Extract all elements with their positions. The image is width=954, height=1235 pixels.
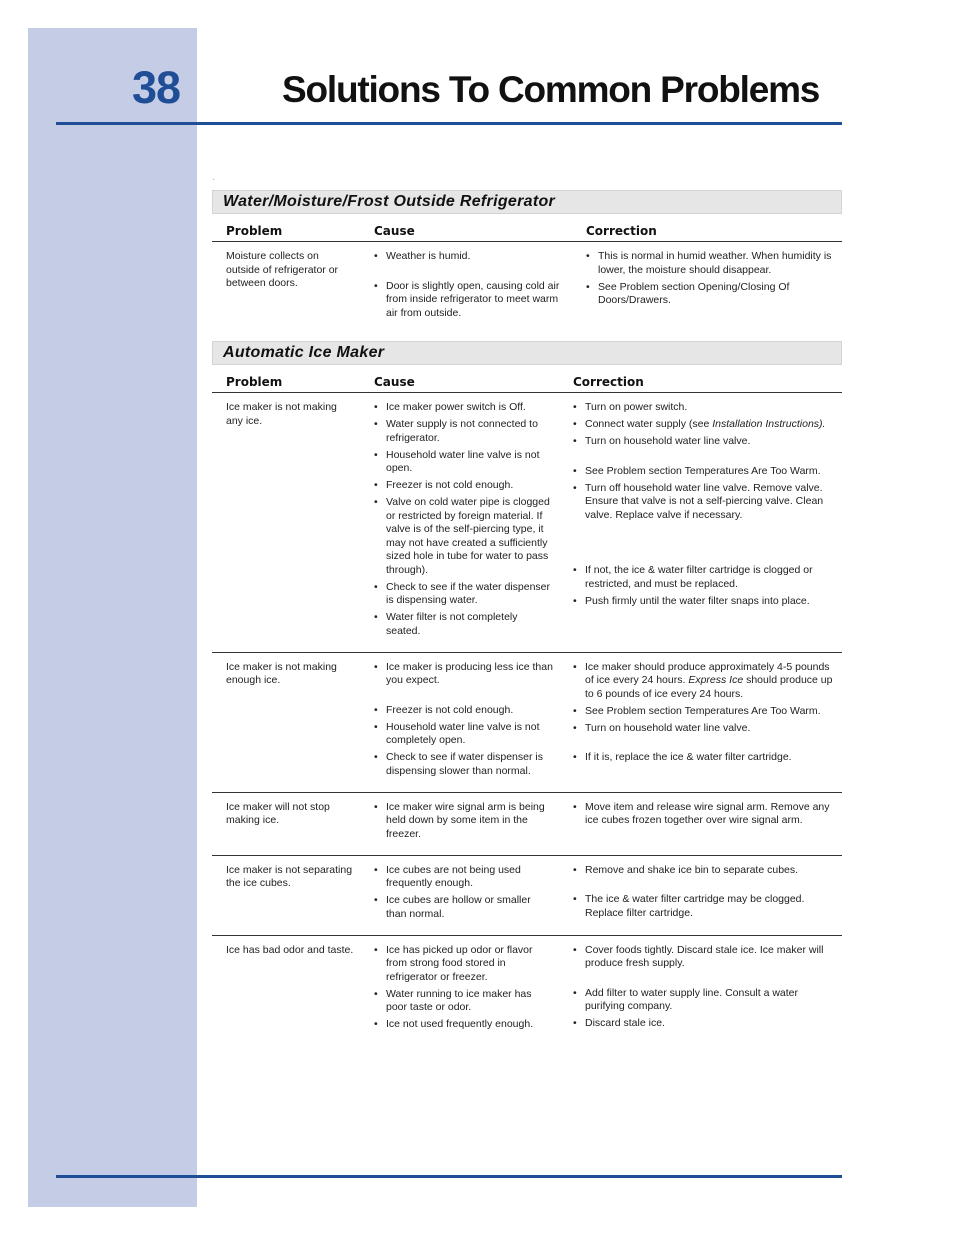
page-sidebar-band: [28, 28, 197, 1207]
section-title: Automatic Ice Maker: [212, 341, 842, 365]
section-title: Water/Moisture/Frost Outside Refrigerator: [212, 190, 842, 214]
footer-rule: [56, 1175, 842, 1178]
column-header-correction: Correction: [566, 214, 842, 242]
correction-item: • See Problem section Temperatures Are Too Warm.: [573, 705, 836, 719]
column-header-correction: Correction: [559, 365, 842, 393]
cause-cell: [360, 393, 559, 653]
cause-item: • Ice cubes are not being used frequently enough.: [374, 864, 553, 891]
troubleshooting-table: [212, 365, 842, 1045]
page-number: 38: [132, 62, 181, 113]
column-header-cause: Cause: [360, 214, 566, 242]
table-row: [212, 652, 842, 792]
correction-cell: [559, 393, 842, 653]
table-row: [212, 242, 842, 334]
correction-item: • This is normal in humid weather. When humidity is lower, the moisture should disappear.: [586, 250, 836, 277]
correction-item: • Ice maker should produce approximately 4-5 pounds of ice every 24 hours. Express Ice should produce up to 6 pounds of ice every 24 hours.: [573, 661, 836, 702]
table-row: [212, 792, 842, 855]
cause-item: • Ice maker is producing less ice than you expect.: [374, 661, 553, 688]
correction-item: • Cover foods tightly. Discard stale ice. Ice maker will produce fresh supply.: [573, 944, 836, 971]
cause-item: • Water running to ice maker has poor taste or odor.: [374, 988, 553, 1015]
cause-item: • Weather is humid.: [374, 250, 560, 264]
problem-cell: Ice maker is not making any ice.: [212, 393, 360, 653]
cause-item: • Check to see if the water dispenser is dispensing water.: [374, 581, 553, 608]
cause-item: • Freezer is not cold enough.: [374, 479, 553, 493]
correction-cell: [559, 935, 842, 1045]
correction-item: • See Problem section Opening/Closing Of Doors/Drawers.: [586, 281, 836, 308]
correction-item: • Turn on household water line valve.: [573, 722, 836, 736]
cause-cell: [360, 935, 559, 1045]
stray-dot: .: [213, 176, 215, 182]
cause-cell: [360, 242, 566, 334]
correction-item: • Turn off household water line valve. Remove valve. Ensure that valve is not a self-piercing valve. Clean valve. Replace valve if necessary.: [573, 482, 836, 523]
cause-item: • Ice cubes are hollow or smaller than normal.: [374, 894, 553, 921]
problem-cell: Ice maker is not making enough ice.: [212, 652, 360, 792]
correction-item: • If not, the ice & water filter cartridge is clogged or restricted, and must be replaced.: [573, 564, 836, 591]
problem-cell: Ice maker is not separating the ice cubes.: [212, 855, 360, 935]
column-header-problem: Problem: [212, 214, 360, 242]
cause-item: • Household water line valve is not open.: [374, 449, 553, 476]
cause-item: • Check to see if water dispenser is dispensing slower than normal.: [374, 751, 553, 778]
correction-item: • Add filter to water supply line. Consult a water purifying company.: [573, 987, 836, 1014]
problem-cell: Moisture collects on outside of refrigerator or between doors.: [226, 250, 339, 289]
correction-item: • Discard stale ice.: [573, 1017, 836, 1031]
table-row: [212, 393, 842, 653]
cause-cell: [360, 855, 559, 935]
correction-item: • Remove and shake ice bin to separate cubes.: [573, 864, 836, 878]
correction-item: • Push firmly until the water filter snaps into place.: [573, 595, 836, 609]
cause-cell: [360, 792, 559, 855]
correction-cell: [559, 792, 842, 855]
cause-item: • Water supply is not connected to refrigerator.: [374, 418, 553, 445]
correction-item: • Turn on power switch.: [573, 401, 836, 415]
table-row: [212, 855, 842, 935]
correction-item: • The ice & water filter cartridge may be clogged. Replace filter cartridge.: [573, 893, 836, 920]
correction-item: • See Problem section Temperatures Are Too Warm.: [573, 465, 836, 479]
section-water-moisture: [212, 190, 842, 334]
cause-item: • Ice maker wire signal arm is being held down by some item in the freezer.: [374, 801, 553, 842]
correction-cell: [566, 242, 842, 334]
cause-cell: [360, 652, 559, 792]
header-rule: [56, 122, 842, 125]
cause-item: • Ice not used frequently enough.: [374, 1018, 553, 1032]
column-header-problem: Problem: [212, 365, 360, 393]
table-row: [212, 935, 842, 1045]
correction-cell: [559, 652, 842, 792]
correction-item: • Turn on household water line valve.: [573, 435, 836, 449]
section-automatic-ice-maker: [212, 341, 842, 1045]
page-title: Solutions To Common Problems: [282, 69, 820, 110]
correction-item: • If it is, replace the ice & water filter cartridge.: [573, 751, 836, 765]
troubleshooting-table: [212, 214, 842, 334]
correction-item: • Connect water supply (see Installation Instructions).: [573, 418, 836, 432]
cause-item: • Water filter is not completely seated.: [374, 611, 553, 638]
cause-item: • Door is slightly open, causing cold air from inside refrigerator to meet warm air from outside.: [374, 280, 560, 321]
cause-item: • Ice maker power switch is Off.: [374, 401, 553, 415]
column-header-cause: Cause: [360, 365, 559, 393]
cause-item: • Ice has picked up odor or flavor from strong food stored in refrigerator or freezer.: [374, 944, 553, 985]
correction-cell: [559, 855, 842, 935]
cause-item: • Household water line valve is not completely open.: [374, 721, 553, 748]
problem-cell: Ice maker will not stop making ice.: [212, 792, 360, 855]
cause-item: • Valve on cold water pipe is clogged or restricted by foreign material. If valve is of the self-piercing type, it may not have created a sufficiently sized hole in tube for water to pass through).: [374, 496, 553, 577]
cause-item: • Freezer is not cold enough.: [374, 704, 553, 718]
problem-cell: Ice has bad odor and taste.: [226, 943, 354, 956]
correction-item: • Move item and release wire signal arm. Remove any ice cubes frozen together over wire signal arm.: [573, 801, 836, 828]
